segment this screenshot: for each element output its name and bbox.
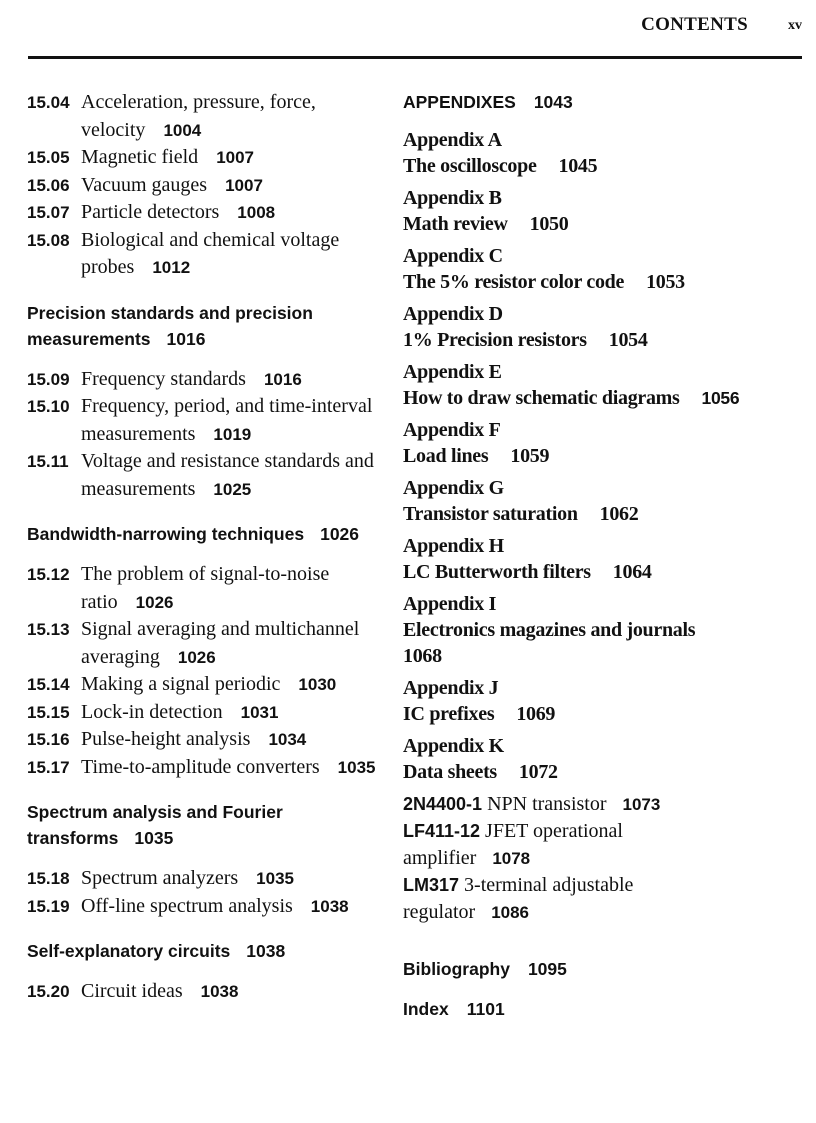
entry-page: 1012 [152, 258, 191, 277]
appendix-title: LC Butterworth filters [403, 561, 591, 583]
toc-entry [27, 448, 377, 503]
appendixes-heading [403, 89, 803, 115]
appendix-entry [403, 185, 803, 237]
toc-entry [27, 865, 377, 893]
appendix-page: 1068 [403, 645, 442, 667]
section-number: 15.20 [27, 982, 70, 1001]
entry-page: 1034 [268, 730, 307, 749]
appendix-label: Appendix B [403, 187, 502, 209]
section-number: 15.17 [27, 757, 70, 777]
section-number: 15.14 [27, 675, 70, 694]
entry-page: 1007 [216, 148, 255, 167]
entry-title: Acceleration, pressure, force, velocity [81, 91, 316, 141]
appendix-page: 1059 [510, 445, 550, 467]
entry-title: Frequency, period, and time-interval measurements [81, 395, 373, 445]
section-title: APPENDIXES [403, 92, 516, 112]
section-number: 15.09 [27, 369, 70, 389]
section-number: 15.12 [27, 565, 70, 584]
entry-page: 1035 [256, 869, 294, 888]
entry-page: 1038 [200, 982, 239, 1001]
appendix-title: Math review [403, 213, 508, 235]
section-number: 15.10 [27, 397, 70, 416]
toc-section-heading [27, 938, 377, 964]
toc-section-heading [27, 799, 377, 851]
page-header [28, 10, 802, 59]
entry-page: 1019 [213, 424, 252, 444]
entry-title: Voltage and resistance standards and measurements [81, 450, 374, 500]
section-title: Bibliography [403, 959, 510, 979]
datasheet-page: 1073 [622, 795, 661, 814]
part-description: JFET operational amplifier [403, 820, 623, 869]
part-description: 3-terminal adjustable regulator [403, 874, 634, 923]
entry-title: Lock-in detection [81, 700, 223, 723]
appendix-entry [403, 733, 803, 785]
entry-page: 1008 [237, 203, 276, 222]
toc-entry [27, 699, 377, 727]
appendix-entry [403, 533, 803, 585]
toc-entry [27, 561, 377, 616]
appendix-entry [403, 359, 803, 411]
datasheet-entry [403, 791, 803, 818]
entry-title: Signal averaging and multichannel averaging [81, 618, 360, 668]
appendix-label: Appendix I [403, 593, 497, 615]
appendix-entry [403, 591, 803, 669]
section-title: Bandwidth-narrowing techniques [27, 524, 305, 544]
toc-entry [27, 671, 377, 699]
toc-entry [27, 199, 377, 227]
section-number: 15.07 [27, 203, 70, 222]
toc-entry [27, 754, 377, 782]
toc-group-2 [27, 366, 377, 504]
toc-entry [27, 366, 377, 394]
section-title: Precision standards and precision measurements [27, 302, 313, 349]
datasheet-list [403, 791, 803, 926]
entry-page: 1016 [263, 369, 302, 389]
appendix-label: Appendix H [403, 535, 504, 557]
appendix-label: Appendix J [403, 677, 499, 699]
entry-page: 1038 [310, 896, 349, 916]
part-description: NPN transistor [487, 793, 607, 815]
entry-title: Off-line spectrum analysis [81, 894, 293, 917]
section-page: 1035 [134, 828, 174, 848]
appendix-entry [403, 243, 803, 295]
appendix-title: The oscilloscope [403, 155, 537, 177]
section-number: 15.16 [27, 730, 70, 749]
entry-title: Making a signal periodic [81, 673, 281, 695]
toc-entry [27, 144, 377, 172]
appendix-page: 1053 [646, 271, 685, 293]
datasheet-page: 1086 [491, 903, 530, 922]
index-heading [403, 996, 803, 1022]
appendix-label: Appendix F [403, 419, 501, 441]
appendix-entry [403, 301, 803, 353]
appendix-entry [403, 475, 803, 527]
section-number: 15.19 [27, 896, 70, 916]
appendix-label: Appendix C [403, 245, 503, 267]
appendix-page: 1072 [518, 761, 558, 783]
part-number: 2N4400-1 [403, 794, 483, 814]
entry-page: 1026 [135, 592, 174, 612]
section-page: 1038 [246, 941, 286, 961]
section-number: 15.05 [27, 148, 70, 167]
left-column [27, 89, 377, 1006]
entry-title: Frequency standards [81, 367, 246, 390]
entry-page: 1031 [240, 702, 279, 722]
toc-entry [27, 393, 377, 448]
entry-title: Magnetic field [81, 146, 199, 168]
running-head-title: CONTENTS [641, 14, 748, 35]
entry-title: Time-to-amplitude converters [81, 755, 320, 778]
toc-entry [27, 227, 377, 282]
bibliography-heading [403, 956, 803, 982]
appendix-entry [403, 417, 803, 469]
toc-entry [27, 616, 377, 671]
section-number: 15.08 [27, 230, 70, 250]
entry-page: 1025 [213, 479, 252, 499]
toc-group-1 [27, 89, 377, 282]
appendix-title: Electronics magazines and journals [403, 619, 696, 641]
appendix-label: Appendix E [403, 361, 502, 383]
appendix-label: Appendix K [403, 735, 504, 757]
toc-entry [27, 978, 377, 1006]
section-number: 15.04 [27, 93, 70, 112]
section-title: Spectrum analysis and Fourier transforms [27, 802, 283, 848]
toc-entry [27, 893, 377, 921]
appendix-label: Appendix D [403, 303, 503, 325]
appendix-title: Load lines [403, 445, 489, 467]
entry-title: Vacuum gauges [81, 173, 208, 196]
entry-page: 1035 [337, 757, 376, 777]
section-number: 15.11 [27, 452, 69, 471]
appendix-title: 1% Precision resistors [403, 329, 587, 351]
right-column [403, 89, 803, 1034]
section-page: 1101 [466, 999, 505, 1019]
section-number: 15.18 [27, 869, 70, 888]
appendix-page: 1056 [701, 388, 740, 408]
part-number: LM317 [403, 875, 460, 895]
toc-entry [27, 172, 377, 200]
section-title: Self-explanatory circuits [27, 941, 231, 961]
entry-title: Biological and chemical voltage probes [81, 228, 340, 278]
toc-entry [27, 726, 377, 754]
entry-page: 1030 [298, 675, 337, 694]
toc-entry [27, 89, 377, 144]
part-number: LF411-12 [403, 821, 481, 841]
toc-group-5 [27, 978, 377, 1006]
appendix-page: 1064 [612, 561, 652, 583]
entry-title: Spectrum analyzers [81, 867, 239, 889]
section-page: 1026 [320, 524, 360, 544]
entry-page: 1004 [163, 120, 202, 140]
section-page: 1016 [166, 328, 206, 349]
entry-title: Particle detectors [81, 201, 220, 223]
appendix-entry [403, 675, 803, 727]
appendix-title: The 5% resistor color code [403, 271, 625, 293]
entry-title: Circuit ideas [81, 980, 183, 1002]
appendix-page: 1069 [516, 703, 556, 725]
appendix-label: Appendix G [403, 477, 504, 499]
appendix-page: 1054 [608, 329, 648, 351]
entry-title: The problem of signal-to-noise ratio [81, 563, 330, 613]
toc-section-heading [27, 521, 377, 547]
entry-page: 1026 [177, 647, 216, 667]
appendix-title: Data sheets [403, 761, 497, 783]
section-page: 1095 [527, 959, 567, 979]
appendix-entry [403, 127, 803, 179]
datasheet-entry [403, 872, 663, 926]
appendix-page: 1062 [599, 503, 639, 525]
section-title: Index [403, 999, 449, 1019]
appendix-page: 1050 [529, 213, 569, 235]
section-number: 15.15 [27, 702, 70, 722]
appendix-page: 1045 [558, 155, 598, 177]
appendix-title: IC prefixes [403, 703, 495, 725]
page-number: xv [788, 18, 802, 33]
toc-group-3 [27, 561, 377, 781]
datasheet-page: 1078 [492, 849, 531, 868]
toc-section-heading [27, 300, 377, 352]
section-page: 1043 [533, 92, 573, 112]
entry-title: Pulse-height analysis [81, 728, 251, 750]
appendix-label: Appendix A [403, 129, 502, 151]
datasheet-entry [403, 818, 663, 872]
toc-group-4 [27, 865, 377, 920]
appendix-title: Transistor saturation [403, 503, 578, 525]
section-number: 15.13 [27, 620, 70, 639]
appendix-title: How to draw schematic diagrams [403, 387, 680, 409]
entry-page: 1007 [225, 175, 263, 195]
section-number: 15.06 [27, 175, 70, 195]
